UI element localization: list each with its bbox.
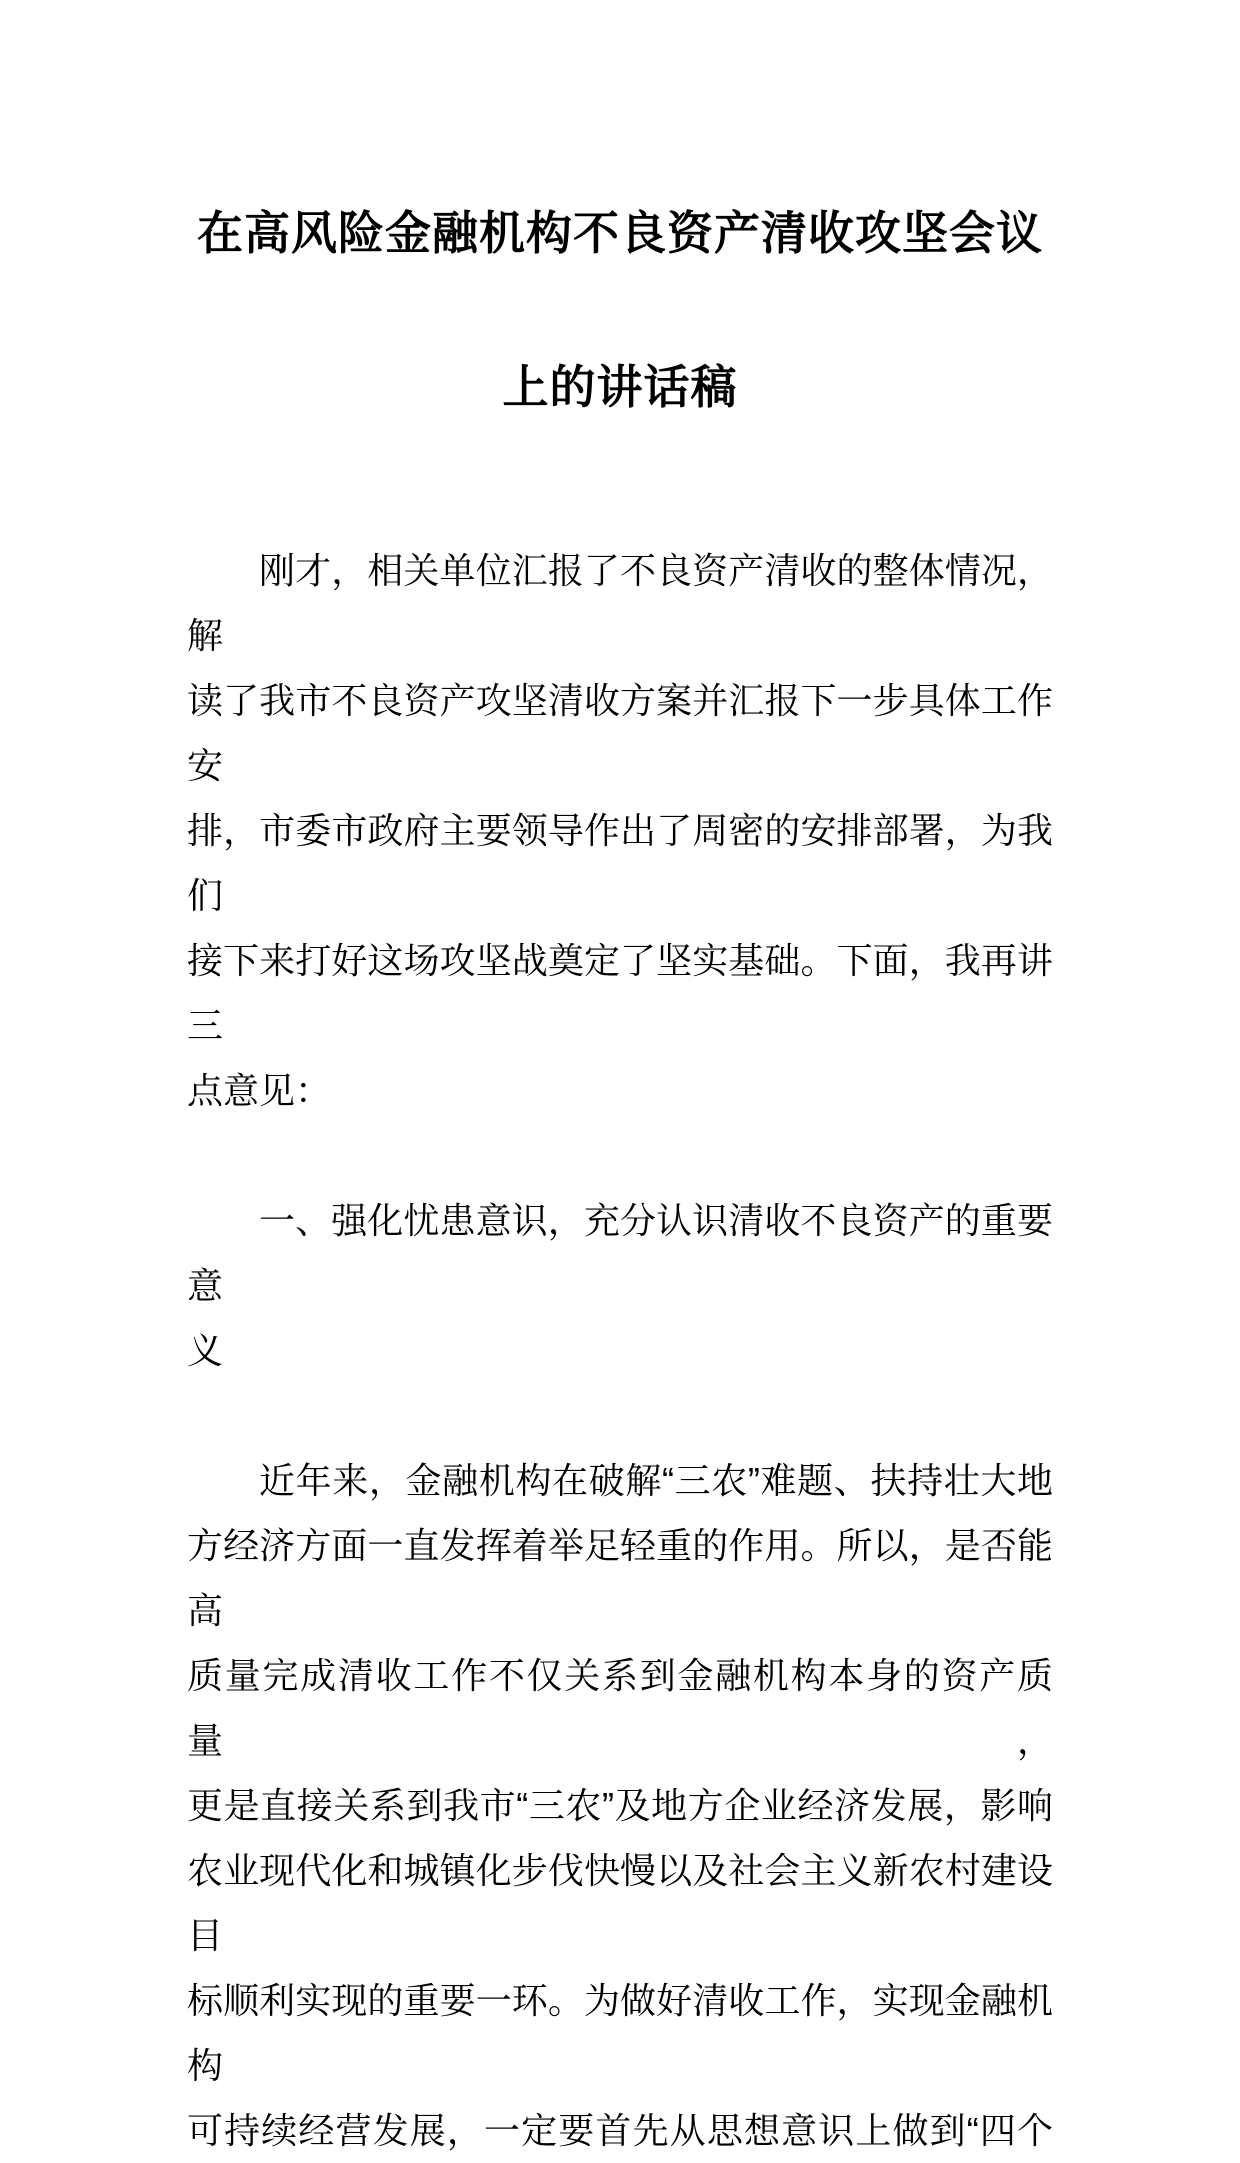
text-line: 排，市委市政府主要领导作出了周密的安排部署，为我们	[187, 810, 1053, 916]
document-page	[0, 156, 1240, 2151]
heading-line: 一、强化忧患意识，充分认识清收不良资产的重要意	[187, 1200, 1053, 1306]
text-line: 标顺利实现的重要一环。为做好清收工作，实现金融机构	[187, 1980, 1053, 2086]
text-line: 近年来，金融机构在破解“三农”难题、扶持壮大地	[259, 1460, 1053, 1501]
text-line: 农业现代化和城镇化步伐快慢以及社会主义新农村建设目	[187, 1850, 1053, 1956]
section-heading-1	[187, 1188, 1053, 1383]
text-line: 读了我市不良资产攻坚清收方案并汇报下一步具体工作安	[187, 680, 1053, 786]
text-line: 刚才，相关单位汇报了不良资产清收的整体情况，解	[187, 550, 1053, 656]
text-line: 点意见：	[187, 1070, 332, 1111]
document-title	[187, 156, 1053, 464]
text-line: 方经济方面一直发挥着举足轻重的作用。所以，是否能高	[187, 1525, 1053, 1631]
title-line: 在高风险金融机构不良资产清收攻坚会议	[197, 207, 1043, 259]
title-line: 上的讲话稿	[502, 361, 738, 413]
paragraph-1	[187, 538, 1053, 1123]
text-line: 更是直接关系到我市“三农”及地方企业经济发展，影响	[187, 1785, 1053, 1826]
text-line: 接下来打好这场攻坚战奠定了坚实基础。下面，我再讲三	[187, 940, 1053, 1046]
text-line: 质量完成清收工作不仅关系到金融机构本身的资产质量，	[187, 1655, 1053, 1761]
text-line: 可持续经营发展，一定要首先从思想意识上做到“四个	[187, 2110, 1053, 2151]
paragraph-2	[187, 1448, 1053, 2163]
heading-line: 义	[187, 1330, 224, 1371]
